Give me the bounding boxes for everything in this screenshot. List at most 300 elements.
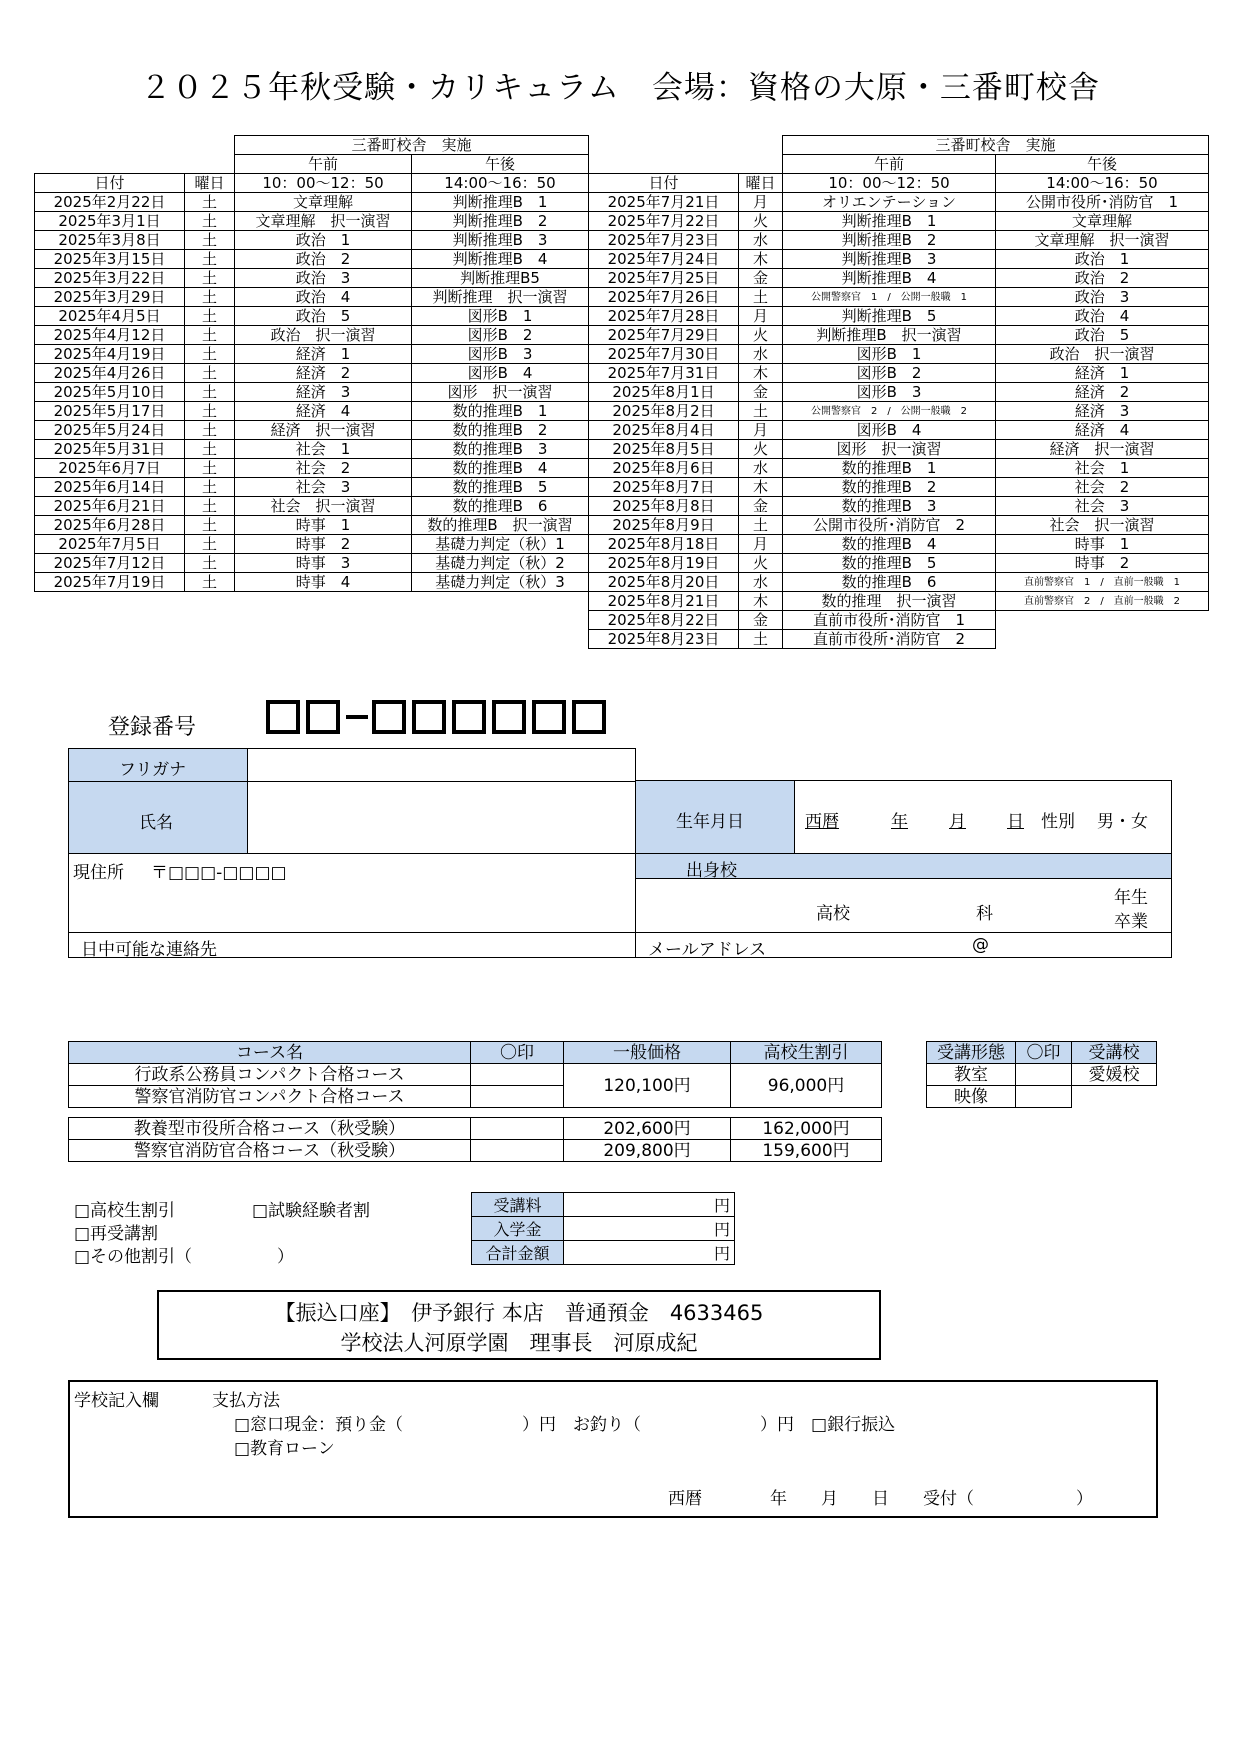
schedule-pm-class: 文章理解 <box>996 212 1209 231</box>
payment-method-label: 支払方法 <box>212 1391 280 1411</box>
schedule-day: 土 <box>185 345 235 364</box>
email-input[interactable] <box>635 932 1172 958</box>
schedule-date: 2025年8月23日 <box>589 630 739 649</box>
table-row <box>589 592 1209 611</box>
schedule-pm-class <box>996 630 1209 649</box>
schedule-date: 2025年4月26日 <box>35 364 185 383</box>
grade-label: 年生 <box>1114 888 1148 908</box>
table-row <box>589 212 1209 231</box>
schedule-day: 月 <box>739 535 783 554</box>
discount-exam-experience-checkbox[interactable]: □試験経験者割 <box>252 1201 371 1221</box>
table-row <box>589 554 1209 573</box>
schedule-pm-class: 数的推理B 択一演習 <box>412 516 589 535</box>
table-row <box>35 478 589 497</box>
page-title: ２０２５年秋受験・カリキュラム 会場：資格の大原・三番町校舎 <box>140 70 1100 106</box>
schedule-date: 2025年4月12日 <box>35 326 185 345</box>
student-price: 96,000円 <box>731 1064 882 1108</box>
schedule-am-class: 時事 2 <box>235 535 412 554</box>
schedule-pm-class: 時事 1 <box>996 535 1209 554</box>
schedule-day: 金 <box>739 269 783 288</box>
schedule-pm-class: 数的推理B 5 <box>412 478 589 497</box>
table-row <box>69 1140 882 1162</box>
attendance-table <box>926 1041 1157 1108</box>
schedule-pm-class: 経済 2 <box>996 383 1209 402</box>
day-header: 曜日 <box>185 174 235 193</box>
schedule-pm-class: 経済 4 <box>996 421 1209 440</box>
schedule-pm-class: 図形B 1 <box>412 307 589 326</box>
schedule-am-class: 数的推理B 4 <box>783 535 996 554</box>
table-row <box>589 459 1209 478</box>
schedule-day: 水 <box>739 345 783 364</box>
furigana-label-cell <box>68 748 248 782</box>
table-row <box>35 345 589 364</box>
schedule-day: 木 <box>739 592 783 611</box>
schedule-pm-class: 判断推理B5 <box>412 269 589 288</box>
bank-holder-line: 学校法人河原学園 理事長 河原成紀 <box>340 1331 698 1355</box>
schedule-day: 土 <box>185 288 235 307</box>
table-row <box>589 630 1209 649</box>
attendance-type-header: 受講形態 <box>927 1042 1016 1064</box>
schedule-day: 土 <box>185 478 235 497</box>
school-use-label: 学校記入欄 <box>74 1391 159 1411</box>
schedule-pm-class: 数的推理B 1 <box>412 402 589 421</box>
table-row <box>35 193 589 212</box>
schedule-date: 2025年8月7日 <box>589 478 739 497</box>
course-mark-cell[interactable] <box>471 1118 564 1140</box>
name-input[interactable] <box>247 781 636 854</box>
table-row <box>35 516 589 535</box>
table-row <box>589 402 1209 421</box>
postal-code: 〒□□□-□□□□ <box>151 863 287 883</box>
schedule-pm-class: 数的推理B 6 <box>412 497 589 516</box>
schedule-day: 月 <box>739 307 783 326</box>
schedule-am-class: 文章理解 択一演習 <box>235 212 412 231</box>
schedule-day: 土 <box>185 269 235 288</box>
email-label: メールアドレス <box>648 940 767 960</box>
registration-number-label: 登録番号 <box>108 715 197 740</box>
table-row <box>35 212 589 231</box>
schedule-am-class: 政治 2 <box>235 250 412 269</box>
student-price-header: 高校生割引 <box>731 1042 882 1064</box>
schedule-date: 2025年7月23日 <box>589 231 739 250</box>
total-label: 合計金額 <box>472 1241 564 1265</box>
table-row <box>35 554 589 573</box>
table-row <box>69 1064 882 1086</box>
schedule-am-class: 図形B 2 <box>783 364 996 383</box>
gender-label: 性別 <box>1041 812 1075 832</box>
attendance-mark-cell[interactable] <box>1016 1064 1072 1086</box>
table-row <box>35 383 589 402</box>
attendance-mark-header: 〇印 <box>1016 1042 1072 1064</box>
schedule-am-class: 政治 5 <box>235 307 412 326</box>
table-row <box>35 535 589 554</box>
schedule-am-class: 時事 3 <box>235 554 412 573</box>
schedule-am-class: 文章理解 <box>235 193 412 212</box>
table-row <box>35 440 589 459</box>
course-name-header: コース名 <box>69 1042 471 1064</box>
schedule-day: 木 <box>739 478 783 497</box>
schedule-day: 土 <box>185 497 235 516</box>
schedule-date: 2025年3月29日 <box>35 288 185 307</box>
schedule-date: 2025年5月24日 <box>35 421 185 440</box>
schedule-am-class: 判断推理B 択一演習 <box>783 326 996 345</box>
schedule-date: 2025年5月31日 <box>35 440 185 459</box>
schedule-day: 火 <box>739 554 783 573</box>
schedule-day: 土 <box>185 307 235 326</box>
table-row <box>35 364 589 383</box>
schedule-pm-class: 公開市役所･消防官 1 <box>996 193 1209 212</box>
schedule-day: 水 <box>739 459 783 478</box>
contact-label: 日中可能な連絡先 <box>81 940 217 960</box>
general-price: 202,600円 <box>564 1118 731 1140</box>
schedule-date: 2025年7月12日 <box>35 554 185 573</box>
applicant-form <box>68 748 1172 958</box>
schedule-pm-class <box>996 611 1209 630</box>
day-header: 曜日 <box>739 174 783 193</box>
payment-options[interactable]: □窓口現金：預り金（ ）円 お釣り（ ）円 □銀行振込 <box>234 1415 896 1435</box>
admission-label: 入学金 <box>472 1217 564 1241</box>
table-row <box>35 250 589 269</box>
schedule-am-class: 経済 択一演習 <box>235 421 412 440</box>
schedule-day: 金 <box>739 497 783 516</box>
schedule-pm-class: 経済 1 <box>996 364 1209 383</box>
schedule-table-right <box>588 135 1209 649</box>
course-name: 教養型市役所合格コース（秋受験） <box>69 1118 471 1140</box>
schedule-date: 2025年5月10日 <box>35 383 185 402</box>
fee-table <box>471 1192 735 1265</box>
schedule-pm-class: 直前警察官 1 / 直前一般職 1 <box>996 573 1209 592</box>
table-row <box>589 440 1209 459</box>
schedule-am-class: 経済 1 <box>235 345 412 364</box>
schedule-date: 2025年8月22日 <box>589 611 739 630</box>
schedule-date: 2025年3月15日 <box>35 250 185 269</box>
schedule-day: 土 <box>185 573 235 592</box>
schedule-day: 土 <box>185 554 235 573</box>
discount-student-checkbox[interactable]: □高校生割引 <box>74 1201 176 1221</box>
birth-era: 西暦 <box>805 812 839 832</box>
schedule-pm-class: 文章理解 択一演習 <box>996 231 1209 250</box>
furigana-label: フリガナ <box>119 760 187 780</box>
am-header: 午前 <box>783 155 996 174</box>
schedule-am-class: 数的推理B 5 <box>783 554 996 573</box>
schedule-date: 2025年7月31日 <box>589 364 739 383</box>
schedule-date: 2025年3月1日 <box>35 212 185 231</box>
table-row <box>589 250 1209 269</box>
furigana-input[interactable] <box>247 748 636 782</box>
schedule-am-class: 直前市役所･消防官 2 <box>783 630 996 649</box>
schedule-am-class: 判断推理B 2 <box>783 231 996 250</box>
schedule-day: 月 <box>739 193 783 212</box>
schedule-am-class: 社会 2 <box>235 459 412 478</box>
schedule-date: 2025年8月2日 <box>589 402 739 421</box>
table-row <box>69 1118 882 1140</box>
schedule-pm-class: 政治 3 <box>996 288 1209 307</box>
schedule-am-class: 政治 択一演習 <box>235 326 412 345</box>
table-row <box>35 459 589 478</box>
school-label: 出身校 <box>686 861 737 881</box>
schedule-am-class: 政治 3 <box>235 269 412 288</box>
birth-label: 生年月日 <box>676 812 744 832</box>
table-row <box>589 326 1209 345</box>
general-price: 209,800円 <box>564 1140 731 1162</box>
schedule-date: 2025年3月8日 <box>35 231 185 250</box>
schedule-pm-class: 図形B 4 <box>412 364 589 383</box>
schedule-am-class: 判断推理B 3 <box>783 250 996 269</box>
table-row <box>35 307 589 326</box>
schedule-am-class: 数的推理B 6 <box>783 573 996 592</box>
course-mark-cell[interactable] <box>471 1086 564 1108</box>
schedule-date: 2025年8月5日 <box>589 440 739 459</box>
schedule-day: 土 <box>185 250 235 269</box>
schedule-day: 土 <box>185 231 235 250</box>
tuition-label: 受講料 <box>472 1193 564 1217</box>
schedule-am-class: 社会 択一演習 <box>235 497 412 516</box>
course-table-2 <box>68 1117 882 1162</box>
schedule-am-class: 判断推理B 4 <box>783 269 996 288</box>
schedule-date: 2025年8月1日 <box>589 383 739 402</box>
schedule-date: 2025年7月26日 <box>589 288 739 307</box>
schedule-pm-class: 政治 2 <box>996 269 1209 288</box>
schedule-pm-class: 社会 3 <box>996 497 1209 516</box>
schedule-day: 火 <box>739 326 783 345</box>
student-price: 162,000円 <box>731 1118 882 1140</box>
pm-header: 午後 <box>996 155 1209 174</box>
schedule-pm-class: 時事 2 <box>996 554 1209 573</box>
schedule-am-class: 政治 4 <box>235 288 412 307</box>
table-row <box>589 535 1209 554</box>
schedule-table-left <box>34 135 589 592</box>
school-input[interactable] <box>635 878 1172 933</box>
schedule-pm-class: 政治 択一演習 <box>996 345 1209 364</box>
schedule-date: 2025年8月6日 <box>589 459 739 478</box>
reception-date-line: 西暦 年 月 日 受付（ ） <box>668 1489 1093 1509</box>
registration-number-boxes[interactable] <box>266 700 612 734</box>
attendance-school: 愛媛校 <box>1072 1064 1157 1086</box>
schedule-am-class: 公開市役所･消防官 2 <box>783 516 996 535</box>
pm-time-header: 14:00～16：50 <box>996 174 1209 193</box>
schedule-am-class: 数的推理B 1 <box>783 459 996 478</box>
bank-account-box <box>157 1290 881 1360</box>
schedule-am-class: 時事 1 <box>235 516 412 535</box>
schedule-date: 2025年8月8日 <box>589 497 739 516</box>
date-header: 日付 <box>35 174 185 193</box>
table-row <box>35 497 589 516</box>
schedule-am-class: 図形B 3 <box>783 383 996 402</box>
schedule-day: 木 <box>739 364 783 383</box>
schedule-pm-class: 図形B 2 <box>412 326 589 345</box>
schedule-pm-class: 数的推理B 2 <box>412 421 589 440</box>
schedule-pm-class: 数的推理B 4 <box>412 459 589 478</box>
venue-header: 三番町校舎 実施 <box>235 136 589 155</box>
schedule-day: 土 <box>739 288 783 307</box>
general-price: 120,100円 <box>564 1064 731 1108</box>
schedule-am-class: オリエンテーション <box>783 193 996 212</box>
schedule-date: 2025年7月19日 <box>35 573 185 592</box>
schedule-date: 2025年2月22日 <box>35 193 185 212</box>
table-row <box>35 326 589 345</box>
schedule-date: 2025年7月5日 <box>35 535 185 554</box>
table-row <box>589 421 1209 440</box>
general-price-header: 一般価格 <box>564 1042 731 1064</box>
schedule-am-class: 時事 4 <box>235 573 412 592</box>
schedule-pm-class: 判断推理B 1 <box>412 193 589 212</box>
schedule-date: 2025年7月28日 <box>589 307 739 326</box>
schedule-pm-class: 経済 3 <box>996 402 1209 421</box>
table-row <box>589 231 1209 250</box>
address-input[interactable] <box>68 853 636 933</box>
table-row <box>589 288 1209 307</box>
schedule-pm-class: 直前警察官 2 / 直前一般職 2 <box>996 592 1209 611</box>
admission-amount[interactable]: 円 <box>564 1217 735 1241</box>
venue-header: 三番町校舎 実施 <box>783 136 1209 155</box>
schedule-day: 土 <box>185 326 235 345</box>
schedule-pm-class: 経済 択一演習 <box>996 440 1209 459</box>
pm-header: 午後 <box>412 155 589 174</box>
course-mark-cell[interactable] <box>471 1064 564 1086</box>
schedule-date: 2025年4月5日 <box>35 307 185 326</box>
schedule-day: 土 <box>185 193 235 212</box>
bank-account-line: 【振込口座】 伊予銀行 本店 普通預金 4633465 <box>274 1301 764 1325</box>
table-row <box>589 193 1209 212</box>
table-row <box>589 478 1209 497</box>
table-row <box>589 364 1209 383</box>
schedule-pm-class: 政治 1 <box>996 250 1209 269</box>
schedule-pm-class: 判断推理B 3 <box>412 231 589 250</box>
schedule-am-class: 判断推理B 5 <box>783 307 996 326</box>
schedule-am-class: 経済 4 <box>235 402 412 421</box>
schedule-day: 土 <box>185 212 235 231</box>
table-row <box>589 611 1209 630</box>
schedule-pm-class: 数的推理B 3 <box>412 440 589 459</box>
schedule-day: 土 <box>185 402 235 421</box>
schedule-pm-class: 判断推理B 2 <box>412 212 589 231</box>
am-header: 午前 <box>235 155 412 174</box>
table-row <box>35 288 589 307</box>
schedule-day: 土 <box>185 516 235 535</box>
schedule-am-class: 数的推理B 2 <box>783 478 996 497</box>
schedule-day: 木 <box>739 250 783 269</box>
schedule-am-class: 図形 択一演習 <box>783 440 996 459</box>
schedule-day: 土 <box>739 630 783 649</box>
discount-retake-checkbox[interactable]: □再受講割 <box>74 1224 159 1244</box>
table-row <box>35 231 589 250</box>
schedule-am-class: 経済 3 <box>235 383 412 402</box>
schedule-am-class: 直前市役所･消防官 1 <box>783 611 996 630</box>
table-row <box>35 573 589 592</box>
schedule-pm-class: 政治 5 <box>996 326 1209 345</box>
schedule-date: 2025年3月22日 <box>35 269 185 288</box>
schedule-day: 土 <box>185 421 235 440</box>
schedule-pm-class: 基礎力判定（秋）2 <box>412 554 589 573</box>
schedule-date: 2025年5月17日 <box>35 402 185 421</box>
course-table <box>68 1041 882 1108</box>
schedule-day: 土 <box>185 383 235 402</box>
schedule-day: 火 <box>739 440 783 459</box>
schedule-day: 土 <box>185 459 235 478</box>
attendance-mark-cell[interactable] <box>1016 1086 1072 1108</box>
schedule-date: 2025年6月14日 <box>35 478 185 497</box>
table-row <box>589 269 1209 288</box>
course-name: 警察官消防官コンパクト合格コース <box>69 1086 471 1108</box>
schedule-pm-class: 図形B 3 <box>412 345 589 364</box>
gender-options[interactable]: 男・女 <box>1097 812 1148 832</box>
table-row <box>35 402 589 421</box>
schedule-am-class: 公開警察官 2 / 公開一般職 2 <box>783 402 996 421</box>
total-amount[interactable]: 円 <box>564 1241 735 1265</box>
schedule-am-class: 図形B 1 <box>783 345 996 364</box>
schedule-day: 月 <box>739 421 783 440</box>
schedule-date: 2025年7月30日 <box>589 345 739 364</box>
schedule-date: 2025年4月19日 <box>35 345 185 364</box>
table-row <box>35 421 589 440</box>
table-row <box>589 516 1209 535</box>
schedule-day: 土 <box>185 440 235 459</box>
table-row <box>589 573 1209 592</box>
school-use-box <box>68 1380 1158 1518</box>
schedule-am-class: 図形B 4 <box>783 421 996 440</box>
schedule-date: 2025年7月21日 <box>589 193 739 212</box>
address-label: 現住所 <box>73 863 124 883</box>
schedule-am-class: 数的推理 択一演習 <box>783 592 996 611</box>
schedule-am-class: 公開警察官 1 / 公開一般職 1 <box>783 288 996 307</box>
table-row <box>589 497 1209 516</box>
birth-day: 日 <box>1007 812 1024 832</box>
schedule-day: 金 <box>739 611 783 630</box>
tuition-amount[interactable]: 円 <box>564 1193 735 1217</box>
attendance-school-header: 受講校 <box>1072 1042 1157 1064</box>
course-mark-cell[interactable] <box>471 1140 564 1162</box>
education-loan-checkbox[interactable]: □教育ローン <box>234 1439 335 1459</box>
schedule-day: 土 <box>739 402 783 421</box>
schedule-am-class: 判断推理B 1 <box>783 212 996 231</box>
schedule-date: 2025年7月29日 <box>589 326 739 345</box>
schedule-date: 2025年6月28日 <box>35 516 185 535</box>
dept-label: 科 <box>976 904 993 924</box>
discount-other-checkbox[interactable]: □その他割引（ ） <box>74 1247 295 1267</box>
birth-date-input[interactable] <box>794 780 1172 854</box>
schedule-day: 水 <box>739 573 783 592</box>
schedule-date: 2025年8月18日 <box>589 535 739 554</box>
birth-month: 月 <box>949 812 966 832</box>
email-at: @ <box>972 935 989 955</box>
birth-label-cell <box>635 780 795 854</box>
schedule-am-class: 数的推理B 3 <box>783 497 996 516</box>
schedule-date: 2025年7月25日 <box>589 269 739 288</box>
schedule-pm-class: 図形 択一演習 <box>412 383 589 402</box>
student-price: 159,600円 <box>731 1140 882 1162</box>
table-row <box>589 383 1209 402</box>
schedule-day: 土 <box>185 364 235 383</box>
schedule-day: 土 <box>739 516 783 535</box>
am-time-header: 10：00～12：50 <box>783 174 996 193</box>
contact-input[interactable] <box>68 932 636 958</box>
course-name: 警察官消防官合格コース（秋受験） <box>69 1140 471 1162</box>
name-label-cell <box>68 781 248 854</box>
schedule-date: 2025年8月9日 <box>589 516 739 535</box>
attendance-type: 教室 <box>927 1064 1016 1086</box>
graduate-label: 卒業 <box>1114 912 1148 932</box>
schedule-pm-class: 判断推理B 4 <box>412 250 589 269</box>
schedule-pm-class: 社会 択一演習 <box>996 516 1209 535</box>
schedule-date: 2025年7月24日 <box>589 250 739 269</box>
course-mark-header: 〇印 <box>471 1042 564 1064</box>
school-label-cell <box>635 853 1172 879</box>
schedule-am-class: 社会 1 <box>235 440 412 459</box>
schedule-pm-class: 政治 4 <box>996 307 1209 326</box>
schedule-day: 土 <box>185 535 235 554</box>
schedule-day: 火 <box>739 212 783 231</box>
schedule-pm-class: 社会 1 <box>996 459 1209 478</box>
